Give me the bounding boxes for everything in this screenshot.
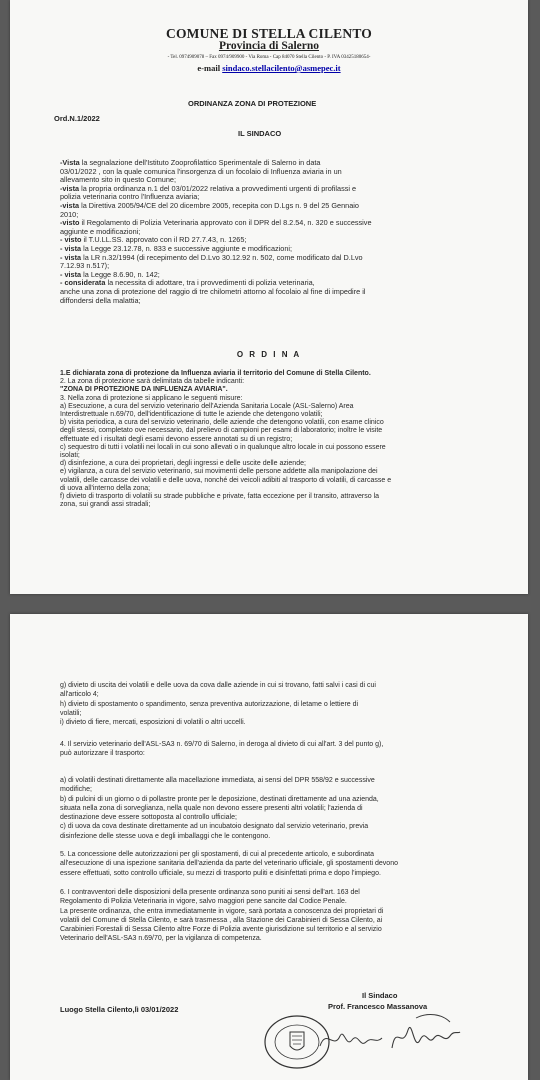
order-6-text: [60, 888, 520, 944]
order-line: 4. Il servizio veterinario dell'ASL-SA3 n. 69/70 di Salerno, in deroga al divieto di cui all'art. 3 del punto g),: [60, 741, 384, 748]
order-line: a) Esecuzione, a cura del servizio veterinario dell'Azienda Sanitaria Locale (ASL-Salerno) Area: [60, 402, 354, 410]
order-line: "ZONA DI PROTEZIONE DA INFLUENZA AVIARIA".: [60, 386, 228, 394]
order-line: b) di pulcini di un giorno o di pollastre pronte per le deposizione, destinati direttamente ad una azienda,: [60, 795, 379, 803]
orders-list-page-1: [60, 370, 520, 509]
ordina-heading: O R D I N A: [236, 350, 302, 359]
order-line: isolati;: [60, 452, 80, 460]
orders-list-page-2-a: [60, 681, 520, 727]
premise-text: 7.12.93 n.517);: [60, 261, 110, 271]
premise-keyword: -vista: [60, 183, 80, 193]
order-5-text: [60, 850, 520, 878]
premise-text: diffondersi della malattia;: [60, 295, 141, 305]
premise-text: la LR n.32/1994 (di recepimento del D.Lvo 30.12.92 n. 502, come modificato dal D.Lvo: [81, 252, 363, 262]
premise-keyword: - vista: [60, 252, 82, 262]
order-line: modifiche;: [60, 786, 92, 794]
premise-keyword: - vista: [60, 269, 82, 279]
provincia-title: Provincia di Salerno: [218, 40, 320, 52]
premise-keyword: -vista: [60, 200, 80, 210]
contacts-line: - Tel. 0974909078 – Fax 0974/909900 - Via Roma - Cap 84070 Stella Cilento - P. IVA 03425180654-: [167, 55, 371, 60]
order-line: La presente ordinanza, che entra immediatamente in vigore, sarà portata a conoscenza dei proprietari di: [60, 907, 384, 915]
premise-keyword: - vista: [60, 243, 82, 253]
order-4-text: [60, 740, 520, 759]
order-line: 1.E dichiarata zona di protezione da Influenza aviaria il territorio del Comune di Stella Cilento.: [60, 370, 371, 377]
order-line: situata nella zona di sorveglianza, nella quale non devono essere presenti altri volatili; l'azienda di: [60, 804, 363, 812]
order-line: i) divieto di fiere, mercati, esposizioni di volatili o altri uccelli.: [60, 719, 246, 727]
order-line: b) visita periodica, a cura del servizio veterinario, delle aziende che detengono volatili, con esame clinico: [60, 419, 384, 427]
premise-text: aggiunte e modificazioni;: [60, 226, 141, 236]
premise-text: anche una zona di protezione del raggio di tre chilometri attorno al focolaio al fine di impedire il: [60, 286, 366, 296]
order-4-items: [60, 776, 520, 841]
premise-text: la segnalazione dell'Istituto Zooprofilattico Sperimentale di Salerno in data: [79, 158, 321, 167]
premise-text: 2010;: [60, 209, 79, 219]
premise-text: la Direttiva 2005/94/CE del 20 dicembre 2005, recepita con D.Lgs n. 9 del 25 Gennaio: [79, 200, 359, 210]
order-line: Carabinieri Forestali di Sessa Cilento altre Forze di Polizia avente giurisdizione sul territorio e al servizio: [60, 926, 382, 934]
sindaco-name: Prof. Francesco Massanova: [328, 1002, 428, 1011]
order-line: disinfezione delle stesse uova e degli imballaggi che le contengono.: [60, 832, 271, 840]
email-label: e-mail: [197, 63, 223, 73]
order-line: può autorizzare il trasporto:: [60, 750, 145, 758]
order-line: e) vigilanza, a cura del servizio veterinario, sui movimenti delle persone addette alla manipolazione dei: [60, 468, 378, 476]
order-line: c) sequestro di tutti i volatili nei locali in cui sono allevati o in qualunque altro locale in cui possono essere: [60, 443, 386, 451]
premise-text: la Legge 8.6.90, n. 142;: [81, 269, 160, 279]
signature-1: [316, 1018, 386, 1058]
document-page-1: [10, 0, 528, 594]
sindaco-label: Il Sindaco: [362, 991, 398, 1000]
order-line: 6. I contravventori delle disposizioni della presente ordinanza sono puniti ai sensi dell'art. 163 del: [60, 889, 360, 896]
order-line: volatili del Comune di Stella Cilento, e sarà trasmessa , alla Stazione dei Carabinieri di Sessa Cilento, ai: [60, 916, 383, 924]
order-line: di uova all'interno della zona;: [60, 484, 151, 492]
order-line: 2. La zona di protezione sarà delimitata da tabelle indicanti:: [60, 378, 245, 386]
order-line: h) divieto di spostamento o spandimento, senza preventiva autorizzazione, di letame o lettiere di: [60, 700, 359, 708]
order-line: volatili, delle carcasse dei volatili e delle uova, nonché dei veicoli adibiti al trasporto di volatili, di carcasse e: [60, 476, 392, 484]
order-line: volatili;: [60, 709, 82, 717]
order-line: essere effettuati, sotto controllo ufficiale, su mezzi di trasporto puliti e disinfettati prima e dopo l'impiego.: [60, 869, 381, 877]
premise-text: allevamento sito in questo Comune;: [60, 175, 177, 185]
premise-text: la Legge 23.12.78, n. 833 e successive aggiunte e modificazioni;: [81, 243, 293, 253]
order-line: degli stessi, completato ove necessario, dal prelievo di campioni per esami di laboratorio; inoltre le visite: [60, 427, 383, 435]
premise-keyword: -visto: [60, 218, 80, 228]
premise-line: [60, 297, 520, 306]
order-line: f) divieto di trasporto di volatili su strade pubbliche e private, fatta eccezione per il transito, attraverso la: [60, 493, 380, 501]
premise-text: 03/01/2022 , con la quale comunica l'insorgenza di un focolaio di Influenza aviaria in un: [60, 166, 342, 176]
premise-keyword: - considerata: [60, 278, 106, 288]
premise-text: polizia veterinaria contro l'Influenza aviaria;: [60, 192, 200, 202]
premise-text: la necessita di adottare, tra i provvedimenti di polizia veterinaria,: [105, 278, 315, 288]
order-line: all'esecuzione di una ispezione sanitaria dell'azienda da parte del veterinario ufficiale, gli spostamenti devono: [60, 860, 398, 868]
comune-title: COMUNE DI STELLA CILENTO: [166, 26, 372, 41]
email-link[interactable]: sindaco.stellacilento@asmepec.it: [222, 63, 341, 73]
email-line: [10, 63, 528, 73]
order-line: 3. Nella zona di protezione si applicano le seguenti misure:: [60, 394, 243, 402]
order-line: Regolamento di Polizia Veterinaria in vigore, salvo maggiori pene sancite dal Codice Penale.: [60, 898, 347, 906]
premise-text: il T.U.LL.SS. approvato con il RD 27.7.43, n. 1265;: [81, 235, 247, 245]
order-line: 5. La concessione delle autorizzazioni per gli spostamenti, di cui al precedente articolo, e subordinata: [60, 851, 375, 858]
order-line: a) di volatili destinati direttamente alla macellazione immediata, ai sensi del DPR 558/92 e successive: [60, 777, 375, 784]
order-line: g) divieto di uscita dei volatili e delle uova da cova dalle aziende in cui si trovano, fatti salvi i casi di cui: [60, 682, 376, 689]
order-line: all'articolo 4;: [60, 691, 99, 699]
premise-line: [60, 202, 520, 211]
ordinance-number: Ord.N.1/2022: [54, 114, 100, 123]
premise-keyword: -Vista: [60, 158, 80, 167]
order-line: Interdistrettuale n.69/70, dell'identificazione di tutte le aziende che detengono volatili;: [60, 411, 323, 419]
order-line: effettuate ed i risultati degli esami devono essere annotati su di un registro;: [60, 435, 293, 443]
premise-text: la propria ordinanza n.1 del 03/01/2022 relativa a provvedimenti urgenti di profilassi e: [79, 183, 357, 193]
premise-text: il Regolamento di Polizia Veterinaria approvato con il DPR del 8.2.54, n. 320 e successive: [79, 218, 372, 228]
order-line: Veterinario dell'ASL-SA3 n.69/70, per la vigilanza di competenza.: [60, 935, 262, 943]
order-line: destinazione deve essere sottoposta al controllo ufficiale;: [60, 814, 237, 822]
premises-list: [60, 159, 520, 305]
order-line: c) di uova da cova destinate direttamente ad un incubatoio designato dal servizio veterinario, previa: [60, 823, 369, 831]
sindaco-heading: IL SINDACO: [238, 129, 282, 138]
ordinance-title: ORDINANZA ZONA DI PROTEZIONE: [188, 99, 317, 108]
order-line: d) disinfezione, a cura dei proprietari, degli ingressi e delle uscite delle aziende;: [60, 460, 306, 468]
order-line: zona, sui grandi assi stradali;: [60, 501, 151, 509]
place-date: Luogo Stella Cilento,lì 03/01/2022: [60, 1005, 179, 1014]
premise-keyword: - visto: [60, 235, 82, 245]
premise-line: [60, 254, 520, 263]
signature-2: [388, 1010, 463, 1060]
